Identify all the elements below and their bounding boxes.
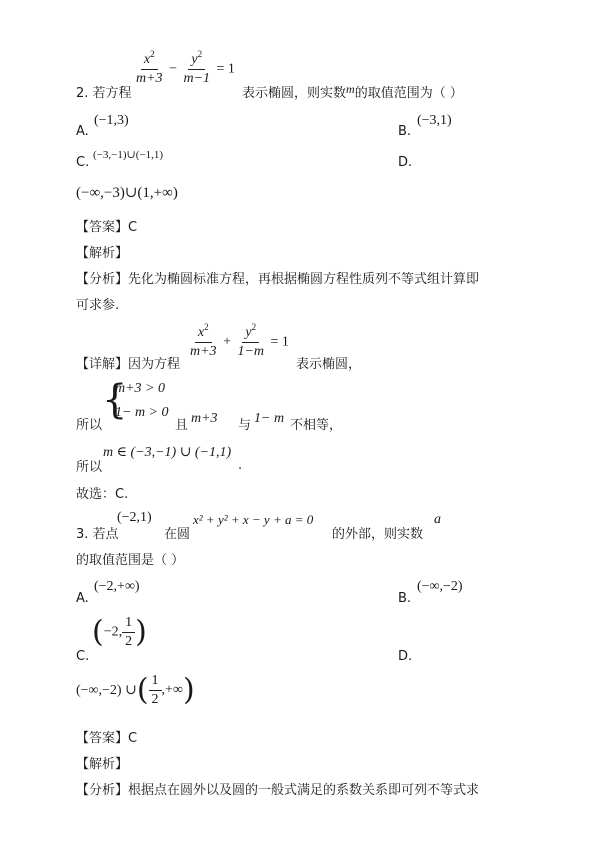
q3-option-c-label: C. <box>76 649 90 664</box>
q3-point: (−2,1) <box>117 510 152 525</box>
q2-analysis-line1: 【分析】先化为椭圆标准方程，再根据椭圆方程性质列不等式组计算即 <box>76 272 480 287</box>
q3-option-a-label: A. <box>76 591 89 606</box>
q2-analysis-line2: 可求参. <box>76 298 120 313</box>
q2-fraction-x: $\frac{x^2}{m+3}$ <box>136 49 163 86</box>
q2-detail-prefix: 【详解】因为方程 <box>76 357 181 372</box>
q2-with: 与 <box>238 418 252 433</box>
q3-option-c: (−2, $\frac{1}{2}$ ) <box>92 614 147 650</box>
q2-number: 2. 若方程 <box>76 86 132 101</box>
q2-option-b: (−3,1) <box>417 113 452 128</box>
q3-option-a: (−2,+∞) <box>94 579 140 594</box>
q2-result-period: . <box>238 458 243 473</box>
q3-option-c-fraction: $\frac{1}{2}$ <box>122 615 135 650</box>
q2-choose: 故选：C. <box>76 487 129 502</box>
q2-option-c-label: C. <box>76 155 90 170</box>
q3-outside: 的外部，则实数 <box>332 527 424 542</box>
q2-not-equal: 不相等， <box>290 418 343 433</box>
q2-system-line1: m+3 > 0 <box>115 381 166 396</box>
q2-result: m ∈ (−3,−1) ∪ (−1,1) <box>103 445 232 460</box>
q2-stem <box>76 52 132 101</box>
q3-in-circle: 在圆 <box>164 527 191 542</box>
q2-detail-fraction-x: $\frac{x^2}{m+3}$ <box>190 322 217 359</box>
left-brace: { <box>102 377 128 423</box>
q2-option-d-label: D. <box>398 155 413 170</box>
q2-system-line2: 1− m > 0 <box>115 405 169 420</box>
q2-so-1: 所以 <box>76 418 103 433</box>
q2-fraction-y: $\frac{y^2}{m-1}$ <box>183 49 211 86</box>
q3-answer: 【答案】C <box>76 731 138 746</box>
q2-equation: $\frac{x^2}{m+3}$ − $\frac{y^2}{m-1}$ = 1 <box>133 52 235 87</box>
q3-line2: 的取值范围是（ ） <box>76 553 185 568</box>
q3-option-b: (−∞,−2) <box>417 579 463 594</box>
q2-expr1: m+3 <box>191 411 218 426</box>
q2-detail-equation: $\frac{x^2}{m+3}$ + $\frac{y^2}{1-m}$ = 1 <box>187 325 289 360</box>
q2-option-d: (−∞,−3)∪(1,+∞) <box>76 185 178 201</box>
q2-option-a: (−1,3) <box>94 113 129 128</box>
q2-option-a-label: A. <box>76 124 89 139</box>
q2-detail-fraction-y: $\frac{y^2}{1-m}$ <box>237 322 265 359</box>
q2-stem-suffix: 表示椭圆，则实数m的取值范围为（ ） <box>242 82 463 101</box>
q2-answer: 【答案】C <box>76 220 138 235</box>
q2-so-2: 所以 <box>76 460 103 475</box>
q2-option-b-label: B. <box>398 124 412 139</box>
q2-expr2: 1− m <box>254 411 285 426</box>
q3-analysis-line1: 【分析】根据点在圆外以及圆的一般式满足的系数关系即可列不等式求 <box>76 783 480 798</box>
q2-detail-suffix: 表示椭圆， <box>296 357 362 372</box>
q3-prefix: 3. 若点 <box>76 527 119 542</box>
q3-option-b-label: B. <box>398 591 412 606</box>
q3-circle-equation: x² + y² + x − y + a = 0 <box>193 512 314 527</box>
q3-var-a: a <box>434 512 441 527</box>
q3-option-d: (−∞,−2) ∪( $\frac{1}{2}$ ,+∞) <box>76 672 195 708</box>
q3-analysis-title: 【解析】 <box>76 757 129 772</box>
q2-option-c: (−3,−1)∪(−1,1) <box>93 149 163 161</box>
q2-analysis-title: 【解析】 <box>76 246 129 261</box>
q2-and: 且 <box>175 418 189 433</box>
q3-option-d-label: D. <box>398 649 413 664</box>
q3-option-d-fraction: $\frac{1}{2}$ <box>149 673 162 708</box>
